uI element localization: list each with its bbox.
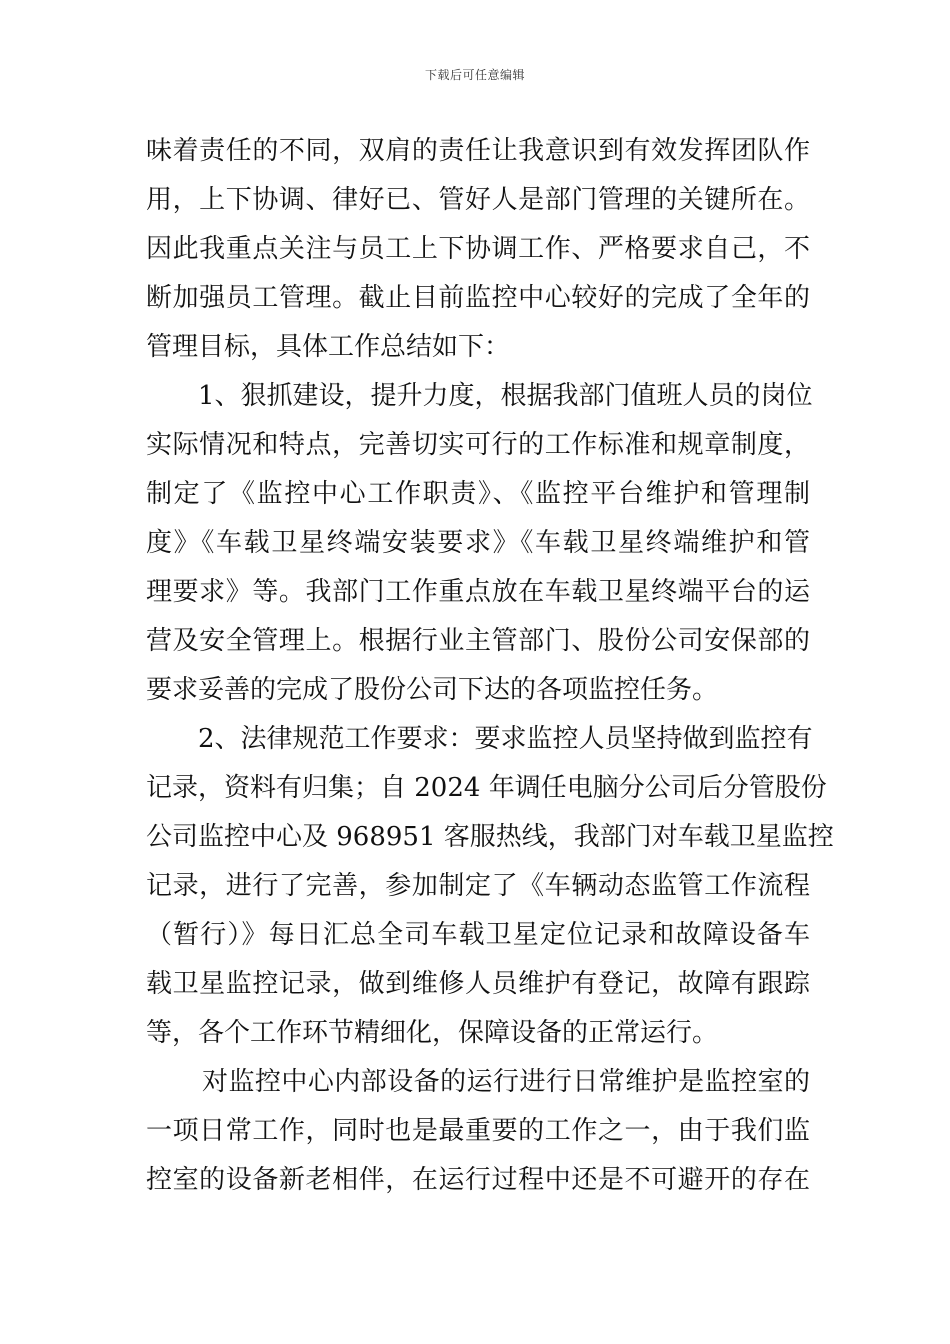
text-line: （暂行）》每日汇总全司车载卫星定位记录和故障设备车 [146, 920, 810, 950]
text-line: 因此我重点关注与员工上下协调工作、严格要求自己，不 [146, 234, 810, 264]
text-line: 记录，进行了完善，参加制定了《车辆动态监管工作流程 [146, 871, 810, 901]
text-line: 用，上下协调、律好已、管好人是部门管理的关键所在。 [146, 185, 810, 215]
text-line: 制定了《监控中心工作职责》、《监控平台维护和管理制 [146, 479, 810, 509]
text-line: 1、狠抓建设，提升力度，根据我部门值班人员的岗位 [198, 381, 813, 411]
text-line: 度》《车载卫星终端安装要求》《车载卫星终端维护和管 [146, 528, 810, 558]
text-line: 要求妥善的完成了股份公司下达的各项监控任务。 [146, 675, 719, 705]
text-line: 公司监控中心及 968951 客服热线，我部门对车载卫星监控 [146, 822, 834, 852]
text-line: 断加强员工管理。截止目前监控中心较好的完成了全年的 [146, 283, 810, 313]
text-line: 实际情况和特点，完善切实可行的工作标准和规章制度， [146, 430, 810, 460]
text-line: 管理目标，具体工作总结如下： [146, 332, 511, 362]
header-note: 下载后可任意编辑 [424, 68, 525, 82]
text-line: 理要求》等。我部门工作重点放在车载卫星终端平台的运 [146, 577, 810, 607]
text-line: 载卫星监控记录，做到维修人员维护有登记，故障有跟踪 [146, 969, 810, 999]
text-line: 等，各个工作环节精细化，保障设备的正常运行。 [146, 1018, 719, 1048]
text-line: 记录，资料有归集；自 2024 年调任电脑分公司后分管股份 [146, 773, 827, 803]
text-line: 味着责任的不同，双肩的责任让我意识到有效发挥团队作 [146, 136, 810, 166]
text-line: 一项日常工作，同时也是最重要的工作之一，由于我们监 [146, 1116, 810, 1146]
text-line: 2、法律规范工作要求：要求监控人员坚持做到监控有 [198, 724, 813, 754]
text-line: 对监控中心内部设备的运行进行日常维护是监控室的 [202, 1067, 810, 1097]
text-line: 控室的设备新老相伴，在运行过程中还是不可避开的存在 [146, 1165, 810, 1195]
text-line: 营及安全管理上。根据行业主管部门、股份公司安保部的 [146, 626, 810, 656]
document-body [146, 127, 834, 1205]
